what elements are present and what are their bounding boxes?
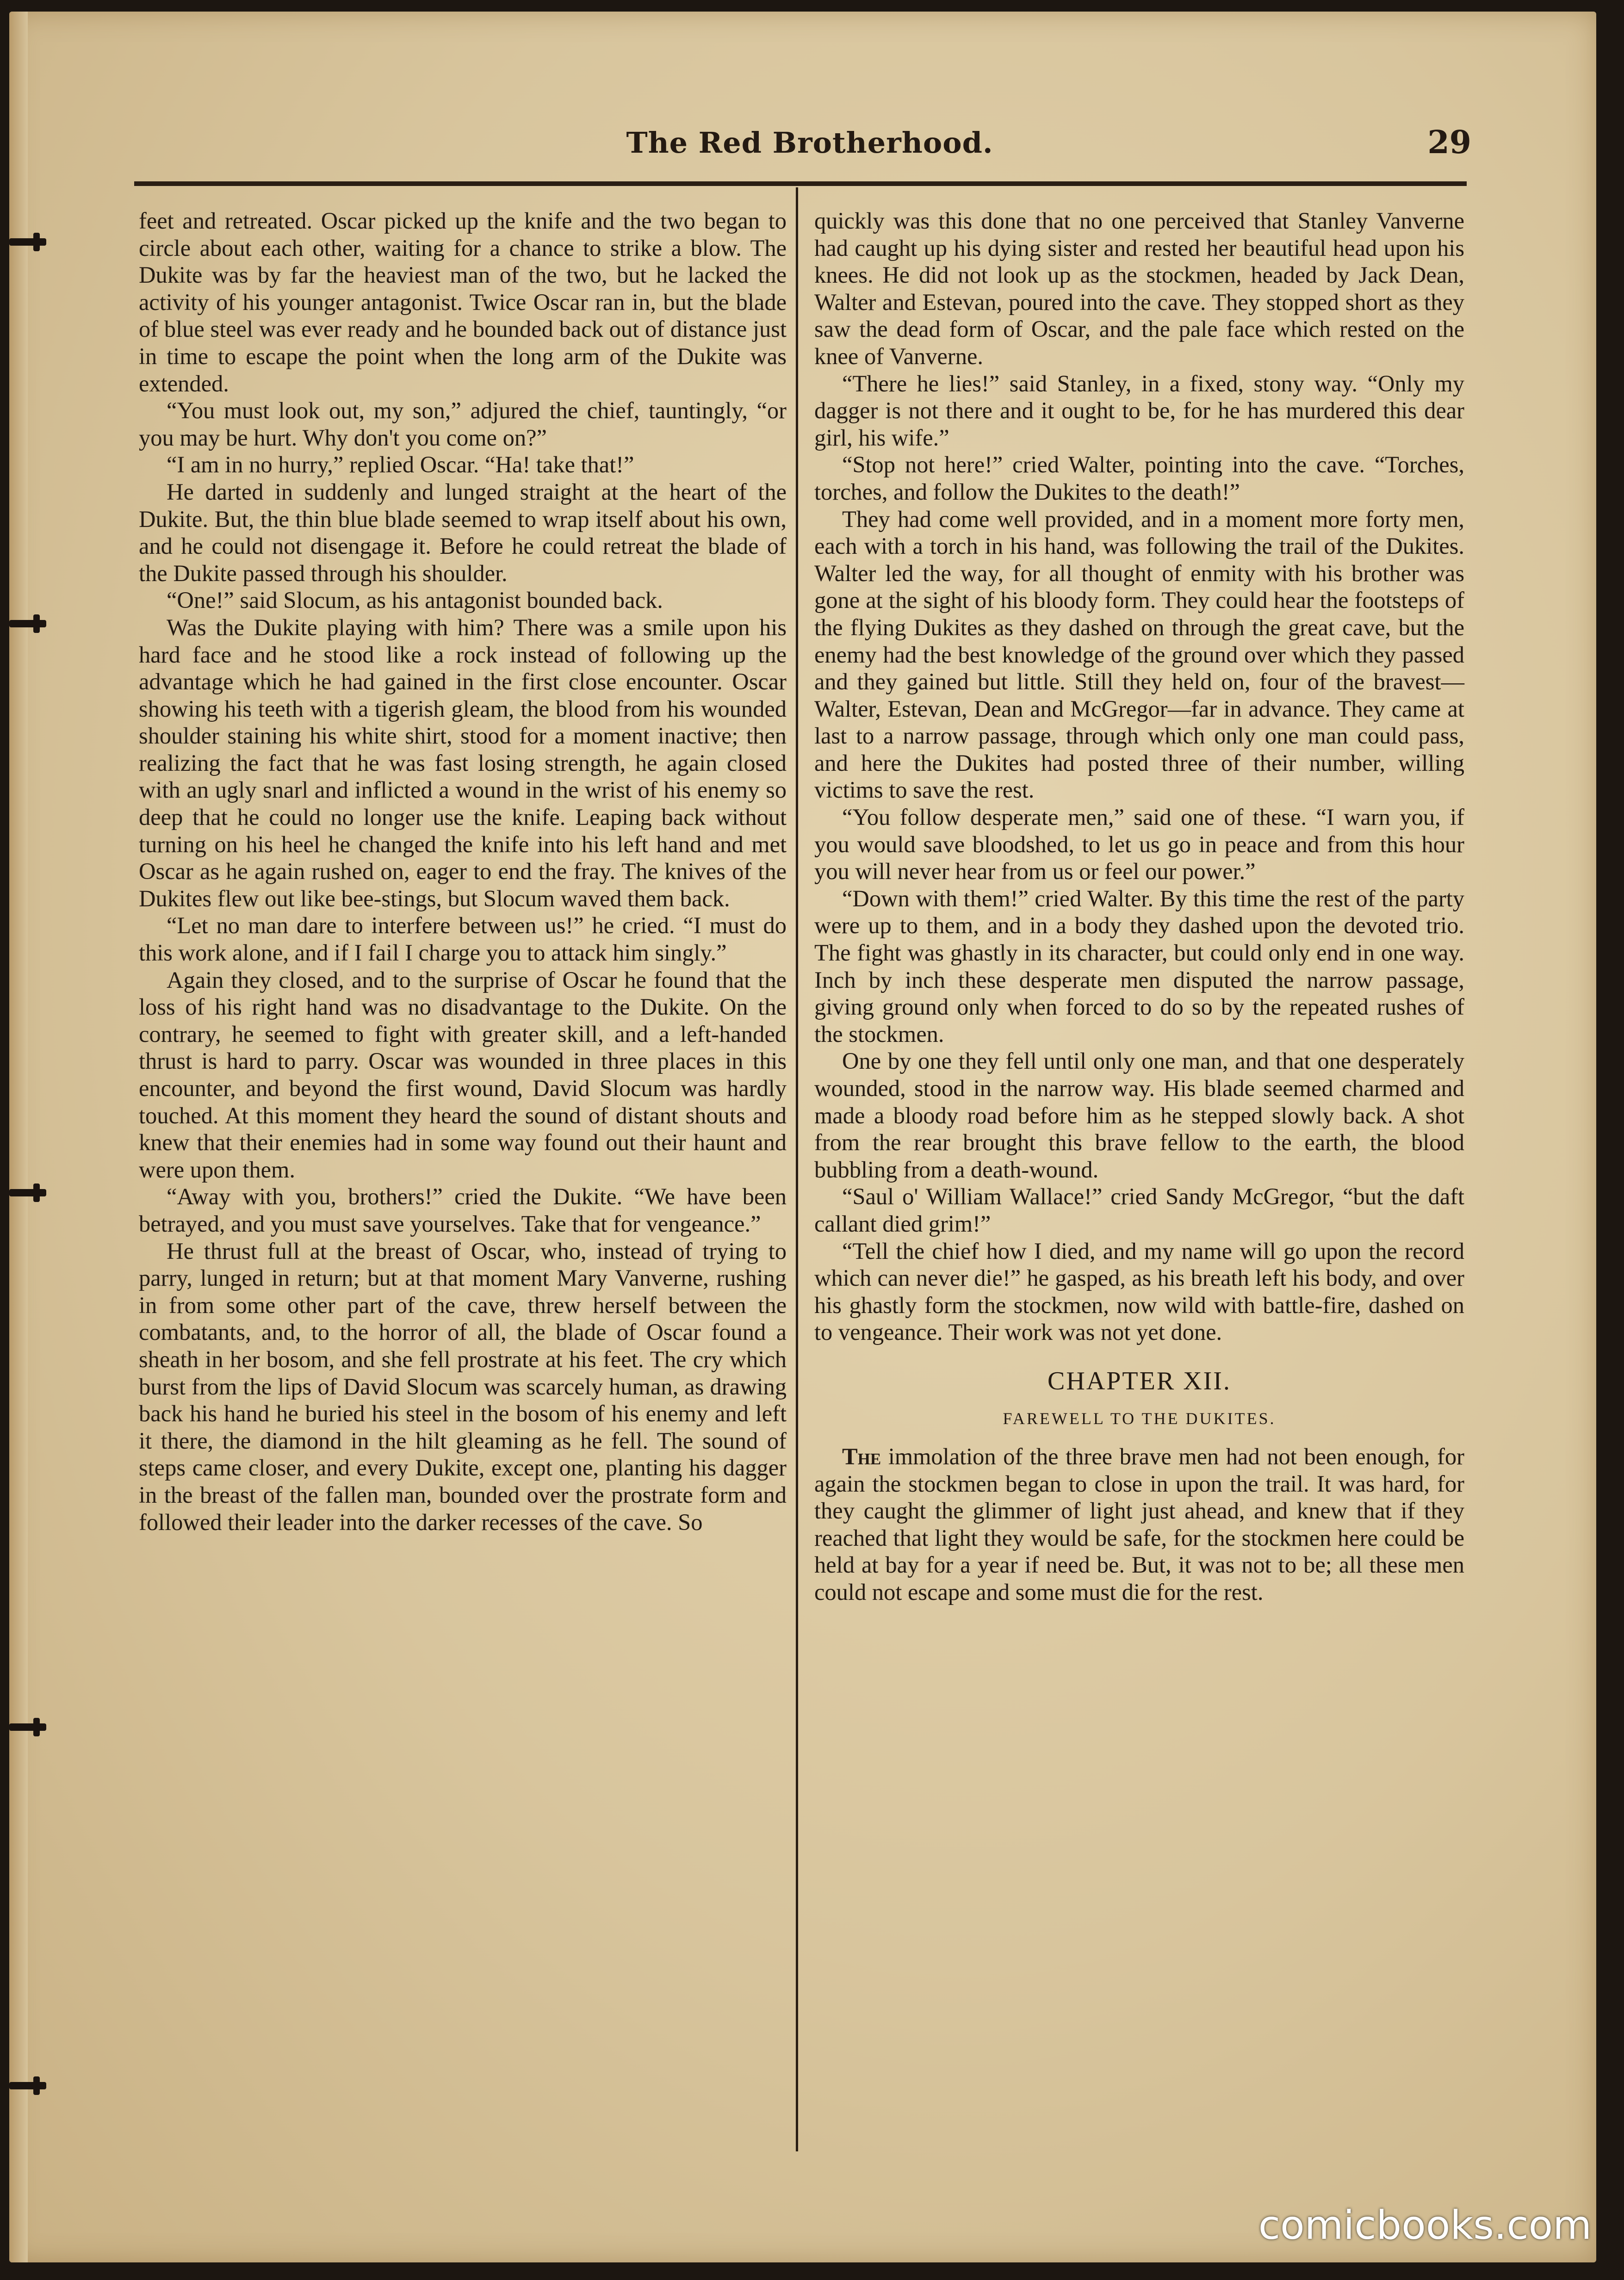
- binding-staple: [9, 620, 46, 627]
- paragraph: “Tell the chief how I died, and my name will go upon the record which can never die!” he gasped, as his breath left his body, and over his ghastly form the stockmen, now wild with battle-fire, dashed on to vengeance. Their work was not yet done.: [814, 1238, 1464, 1345]
- paragraph: They had come well provided, and in a moment more forty men, each with a torch in his hand, was following the trail of the Dukites. Walter led the way, for all thought of enmity with his brother was gone at the sight of his bloody form. They could hear the footsteps of the flying Dukites as they dashed on through the great cave, but the enemy had the best knowledge of the ground over which they passed and they gained but little. Still they held on, four of the bravest—Walter, Estevan, Dean and McGregor—far in advance. They came at last to a narrow passage, through which only one man could pass, and here the Dukites had posted three of their number, willing victims to save the rest.: [814, 506, 1464, 803]
- binding-staple: [9, 1189, 46, 1196]
- right-column: [814, 207, 1464, 1606]
- column-divider: [796, 187, 798, 2151]
- binding-staple: [9, 238, 46, 246]
- paragraph: He darted in suddenly and lunged straight at the heart of the Dukite. But, the thin blue blade seemed to wrap itself about his own, and he could not disengage it. Before he could retreat the blade of the Dukite passed through his shoulder.: [139, 478, 787, 586]
- binding-staple: [9, 1723, 46, 1731]
- paragraph: “You follow desperate men,” said one of these. “I warn you, if you would save bloodshed, to let us go in peace and from this hour you will never hear from us or feel our power.”: [814, 804, 1464, 885]
- paragraph: feet and retreated. Oscar picked up the knife and the two began to circle about each other, waiting for a chance to strike a blow. The Dukite was by far the heaviest man of the two, but he lacked the activity of his younger antagonist. Twice Oscar ran in, but the blade of blue steel was ever ready and he bounded back out of distance just in time to escape the point when the long arm of the Dukite was extended.: [139, 208, 787, 397]
- paragraph: “One!” said Slocum, as his antagonist bounded back.: [167, 587, 663, 613]
- chapter-title: CHAPTER XII.: [1048, 1366, 1231, 1395]
- paragraph: “There he lies!” said Stanley, in a fixed, stony way. “Only my dagger is not there and it ought to be, for he has murdered this dear girl, his wife.”: [814, 370, 1464, 451]
- paragraph: Again they closed, and to the surprise of Oscar he found that the loss of his right hand was no disadvantage to the Dukite. On the contrary, he seemed to fight with greater skill, and a left-handed thrust is hard to parry. Oscar was wounded in three places in this encounter, and beyond the first wound, David Slocum was hardly touched. At this moment they heard the sound of distant shouts and knew that their enemies had in some way found out their haunt and were upon them.: [139, 967, 787, 1183]
- running-header-title: The Red Brotherhood.: [626, 126, 993, 160]
- page-number: 29: [1427, 124, 1471, 161]
- opening-text: immolation of the three brave men had not been enough, for again the stockmen began to close in upon the trail. It was hard, for they caught the glimmer of light just ahead, and knew that if they reached that light they would be safe, for the stockmen here could be held at bay for a year if need be. But, it was not to be; all these men could not escape and some must die for the rest.: [814, 1443, 1464, 1605]
- page-spine: [9, 12, 28, 2262]
- paragraph: One by one they fell until only one man, and that one desperately wounded, stood in the narrow way. His blade seemed charmed and made a bloody road before him as he stepped slowly back. A shot from the rear brought this brave fellow to the earth, the blood bubbling from a death-wound.: [814, 1048, 1464, 1183]
- paragraph: “Down with them!” cried Walter. By this time the rest of the party were up to them, and in a body they dashed upon the devoted trio. The fight was ghastly in its character, but could only end in one way. Inch by inch these desperate men disputed the narrow passage, giving ground only when forced to do so by the repeated rushes of the stockmen.: [814, 885, 1464, 1047]
- paragraph: “Saul o' William Wallace!” cried Sandy McGregor, “but the daft callant died grim!”: [814, 1183, 1464, 1237]
- paragraph: He thrust full at the breast of Oscar, who, instead of trying to parry, lunged in return; but at that moment Mary Vanverne, rushing in from some other part of the cave, threw herself between the combatants, and, to the horror of all, the blade of Oscar found a sheath in her bosom, and she fell prostrate at his feet. The cry which burst from the lips of David Slocum was scarcely human, as drawing back his hand he buried his steel in the bosom of his enemy and left it there, the diamond in the hilt gleaming as he fell. The sound of steps came closer, and every Dukite, except one, planting his dagger in the breast of the fallen man, bounded over the prostrate form and followed their leader into the darker recesses of the cave. So: [139, 1238, 787, 1535]
- chapter-subtitle: FAREWELL TO THE DUKITES.: [1003, 1409, 1276, 1428]
- opening-word: The: [842, 1443, 881, 1469]
- paragraph: “Stop not here!” cried Walter, pointing into the cave. “Torches, torches, and follow the Dukites to the death!”: [814, 452, 1464, 505]
- paragraph: “You must look out, my son,” adjured the chief, tauntingly, “or you may be hurt. Why don't you come on?”: [139, 397, 787, 451]
- paragraph: Was the Dukite playing with him? There was a smile upon his hard face and he stood like a rock instead of following up the advantage which he had gained in the first close encounter. Oscar showing his teeth with a tigerish gleam, the blood from his wounded shoulder staining his white shirt, stood for a moment inactive; then realizing the fact that he was fast losing strength, he again closed with an ugly snarl and inflicted a wound in the wrist of his enemy so deep that he could no longer use the knife. Leaping back without turning on his heel he changed the knife into his left hand and met Oscar as he again rushed on, eager to end the fray. The knives of the Dukites flew out like bee-stings, but Slocum waved them back.: [139, 614, 787, 911]
- chapter-opening-paragraph: [814, 1443, 1464, 1606]
- header-rule: [134, 181, 1467, 186]
- paragraph: “Away with you, brothers!” cried the Dukite. “We have been betrayed, and you must save yourselves. Take that for vengeance.”: [139, 1183, 787, 1237]
- left-column: [139, 207, 787, 1536]
- paragraph: quickly was this done that no one perceived that Stanley Vanverne had caught up his dying sister and rested her beautiful head upon his knees. He did not look up as the stockmen, headed by Jack Dean, Walter and Estevan, poured into the cave. They stopped short as they saw the dead form of Oscar, and the pale face which rested on the knee of Vanverne.: [814, 208, 1464, 369]
- paragraph: “Let no man dare to interfere between us!” he cried. “I must do this work alone, and if I fail I charge you to attack him singly.”: [139, 912, 787, 966]
- paragraph: “I am in no hurry,” replied Oscar. “Ha! take that!”: [167, 452, 634, 478]
- binding-staple: [9, 2082, 46, 2089]
- watermark: comicbooks.com: [1258, 2202, 1592, 2249]
